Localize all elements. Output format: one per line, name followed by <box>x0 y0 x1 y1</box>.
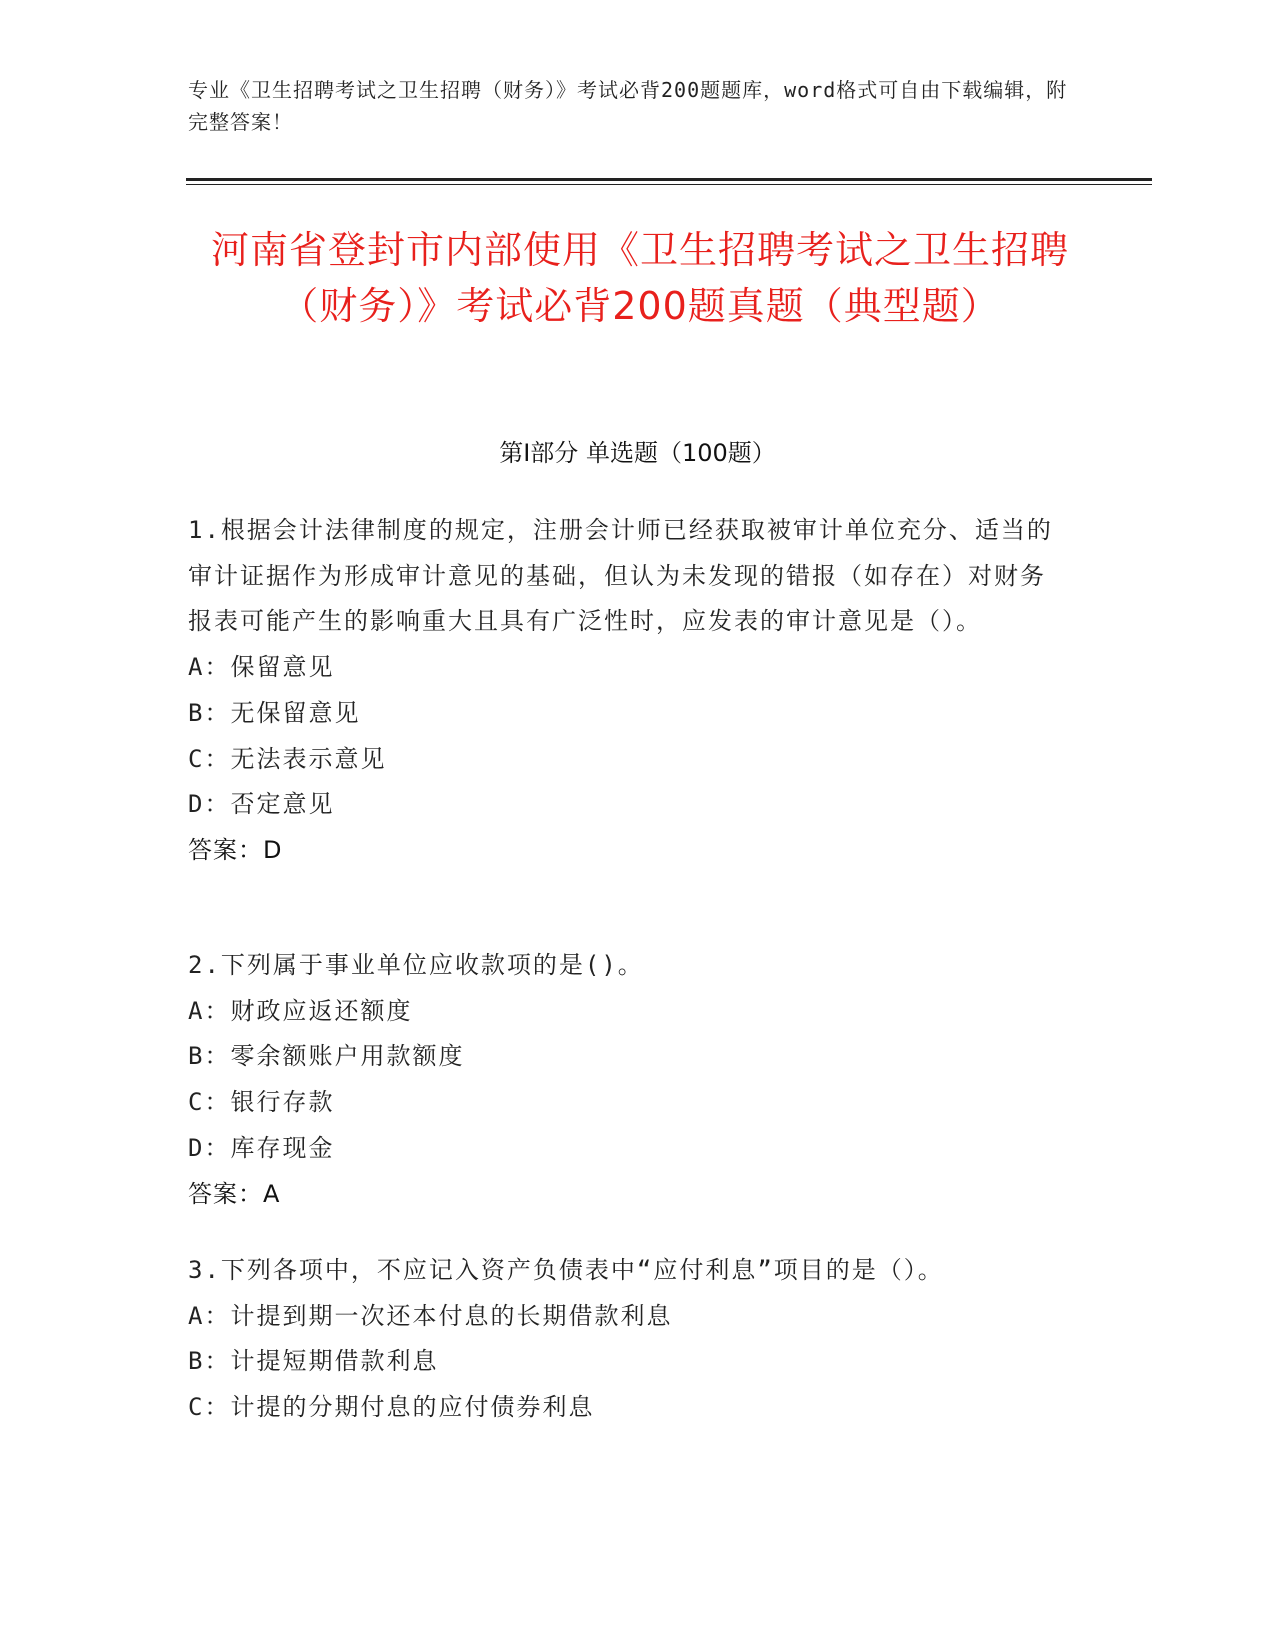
header-note: 专业《卫生招聘考试之卫生招聘（财务）》考试必背200题题库，word格式可自由下载编辑，附完整答案！ <box>188 78 1068 134</box>
answer: 答案：D <box>188 835 283 864</box>
option-b: B：无保留意见 <box>188 698 361 727</box>
option-a: A：计提到期一次还本付息的长期借款利息 <box>188 1301 673 1330</box>
question-stem: 2.下列属于事业单位应收款项的是()。 <box>188 951 644 979</box>
question-2 <box>188 943 1068 1217</box>
option-a: A：财政应返还额度 <box>188 996 413 1025</box>
option-a: A：保留意见 <box>188 653 335 682</box>
option-b: B：零余额账户用款额度 <box>188 1042 465 1071</box>
section-title: 第Ⅰ部分 单选题（100题） <box>499 439 776 467</box>
answer: 答案：A <box>188 1179 281 1208</box>
option-c: C：银行存款 <box>188 1088 335 1117</box>
document-title: 河南省登封市内部使用《卫生招聘考试之卫生招聘（财务）》考试必背200题真题（典型题） <box>210 228 1069 328</box>
question-1 <box>188 508 1068 874</box>
option-c: C：无法表示意见 <box>188 744 387 773</box>
question-stem: 3.下列各项中，不应记入资产负债表中“应付利息”项目的是（）。 <box>188 1256 944 1284</box>
option-d: D：否定意见 <box>188 790 335 819</box>
option-b: B：计提短期借款利息 <box>188 1347 439 1376</box>
question-3 <box>188 1248 1068 1431</box>
question-stem: 1.根据会计法律制度的规定，注册会计师已经获取被审计单位充分、适当的审计证据作为形成审计意见的基础，但认为未发现的错报（如存在）对财务报表可能产生的影响重大且具有广泛性时，应发表的审计意见是（）。 <box>188 516 1053 636</box>
option-d: D：库存现金 <box>188 1133 335 1162</box>
option-c: C：计提的分期付息的应付债券利息 <box>188 1393 595 1422</box>
header-divider <box>186 178 1152 185</box>
